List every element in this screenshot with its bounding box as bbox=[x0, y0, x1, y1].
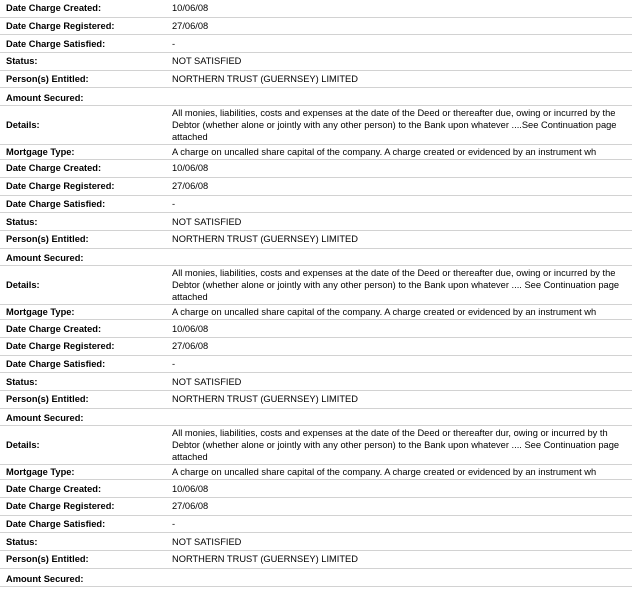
charge-1-mortgage-type-row bbox=[0, 145, 632, 160]
mortgage-type-value: A charge on uncalled share capital of the company. A charge created or evidenced by an instrument wh bbox=[168, 305, 632, 320]
amount-secured-label: Amount Secured: bbox=[0, 248, 168, 266]
amount-secured-value bbox=[168, 88, 632, 106]
charge-3-date-created-row bbox=[0, 320, 632, 338]
date-registered-label: Date Charge Registered: bbox=[0, 177, 168, 195]
amount-secured-label: Amount Secured: bbox=[0, 88, 168, 106]
date-satisfied-label: Date Charge Satisfied: bbox=[0, 195, 168, 213]
date-created-label: Date Charge Created: bbox=[0, 480, 168, 498]
mortgage-type-label: Mortgage Type: bbox=[0, 305, 168, 320]
persons-entitled-value: NORTHERN TRUST (GUERNSEY) LIMITED bbox=[168, 391, 632, 409]
date-satisfied-value: - bbox=[168, 195, 632, 213]
status-label: Status: bbox=[0, 533, 168, 551]
amount-secured-value bbox=[168, 408, 632, 426]
charge-3-date-satisfied-row bbox=[0, 355, 632, 373]
date-satisfied-label: Date Charge Satisfied: bbox=[0, 355, 168, 373]
charge-1-status-row bbox=[0, 53, 632, 71]
date-satisfied-label: Date Charge Satisfied: bbox=[0, 515, 168, 533]
status-label: Status: bbox=[0, 373, 168, 391]
date-satisfied-value: - bbox=[168, 35, 632, 53]
charge-2-amount-secured-row bbox=[0, 248, 632, 266]
charge-3-amount-secured-row bbox=[0, 408, 632, 426]
mortgage-type-value: A charge on uncalled share capital of the company. A charge created or evidenced by an instrument wh bbox=[168, 145, 632, 160]
date-registered-label: Date Charge Registered: bbox=[0, 337, 168, 355]
charge-3-status-row bbox=[0, 373, 632, 391]
persons-entitled-value: NORTHERN TRUST (GUERNSEY) LIMITED bbox=[168, 70, 632, 88]
status-value: NOT SATISFIED bbox=[168, 533, 632, 551]
charge-1-details-row bbox=[0, 106, 632, 145]
persons-entitled-label: Person(s) Entitled: bbox=[0, 391, 168, 409]
date-registered-label: Date Charge Registered: bbox=[0, 498, 168, 516]
date-created-value: 10/06/08 bbox=[168, 0, 632, 17]
details-label: Details: bbox=[0, 106, 168, 145]
status-value: NOT SATISFIED bbox=[168, 373, 632, 391]
status-value: NOT SATISFIED bbox=[168, 53, 632, 71]
details-label: Details: bbox=[0, 426, 168, 465]
charge-2-status-row bbox=[0, 213, 632, 231]
mortgage-type-label: Mortgage Type: bbox=[0, 465, 168, 480]
date-registered-value: 27/06/08 bbox=[168, 177, 632, 195]
charge-2-details-row bbox=[0, 266, 632, 305]
charge-2-date-created-row bbox=[0, 160, 632, 178]
date-satisfied-value: - bbox=[168, 515, 632, 533]
charge-3-mortgage-type-row bbox=[0, 465, 632, 480]
persons-entitled-label: Person(s) Entitled: bbox=[0, 551, 168, 569]
amount-secured-label: Amount Secured: bbox=[0, 568, 168, 586]
date-created-value: 10/06/08 bbox=[168, 320, 632, 338]
charge-4-date-satisfied-row bbox=[0, 515, 632, 533]
charge-3-persons-entitled-row bbox=[0, 391, 632, 409]
charge-2-persons-entitled-row bbox=[0, 230, 632, 248]
mortgage-type-value: A charge on uncalled share capital of the company. A charge created or evidenced by an instrument wh bbox=[168, 465, 632, 480]
persons-entitled-label: Person(s) Entitled: bbox=[0, 70, 168, 88]
charge-3-date-registered-row bbox=[0, 337, 632, 355]
status-label: Status: bbox=[0, 53, 168, 71]
date-created-label: Date Charge Created: bbox=[0, 320, 168, 338]
charge-4-date-created-row bbox=[0, 480, 632, 498]
amount-secured-value bbox=[168, 248, 632, 266]
date-created-value: 10/06/08 bbox=[168, 480, 632, 498]
date-registered-value: 27/06/08 bbox=[168, 337, 632, 355]
charge-4-amount-secured-row bbox=[0, 568, 632, 586]
details-value: All monies, liabilities, costs and expenses at the date of the Deed or thereafter due, owing or incurred by the Debtor (whether alone or jointly with any other person) to the Bank upon whatever ....See Continuation page attached bbox=[168, 106, 632, 145]
amount-secured-label: Amount Secured: bbox=[0, 408, 168, 426]
date-satisfied-value: - bbox=[168, 355, 632, 373]
charge-4-persons-entitled-row bbox=[0, 551, 632, 569]
charge-1-date-satisfied-row bbox=[0, 35, 632, 53]
charge-4-date-registered-row bbox=[0, 498, 632, 516]
status-label: Status: bbox=[0, 213, 168, 231]
persons-entitled-value: NORTHERN TRUST (GUERNSEY) LIMITED bbox=[168, 551, 632, 569]
date-registered-value: 27/06/08 bbox=[168, 498, 632, 516]
charge-4-status-row bbox=[0, 533, 632, 551]
date-created-label: Date Charge Created: bbox=[0, 0, 168, 17]
details-label: Details: bbox=[0, 266, 168, 305]
charge-1-persons-entitled-row bbox=[0, 70, 632, 88]
charge-2-date-registered-row bbox=[0, 177, 632, 195]
date-satisfied-label: Date Charge Satisfied: bbox=[0, 35, 168, 53]
charge-1-amount-secured-row bbox=[0, 88, 632, 106]
status-value: NOT SATISFIED bbox=[168, 213, 632, 231]
charge-1-date-created-row bbox=[0, 0, 632, 17]
charge-3-details-row bbox=[0, 426, 632, 465]
charge-2-date-satisfied-row bbox=[0, 195, 632, 213]
amount-secured-value bbox=[168, 568, 632, 586]
details-value: All monies, liabilities, costs and expenses at the date of the Deed or thereafter dur, owing or incurred by th Debtor (whether alone or jointly with any other person) to the Bank upon whatever .... See Continuation page attached bbox=[168, 426, 632, 465]
persons-entitled-label: Person(s) Entitled: bbox=[0, 230, 168, 248]
details-value: All monies, liabilities, costs and expenses at the date of the Deed or thereafter due, owing or incurred by the Debtor (whether alone or jointly with any other person) to the Bank upon whatever .... See Continuation page attached bbox=[168, 266, 632, 305]
charge-1-date-registered-row bbox=[0, 17, 632, 35]
persons-entitled-value: NORTHERN TRUST (GUERNSEY) LIMITED bbox=[168, 230, 632, 248]
date-registered-value: 27/06/08 bbox=[168, 17, 632, 35]
mortgage-type-label: Mortgage Type: bbox=[0, 145, 168, 160]
date-created-label: Date Charge Created: bbox=[0, 160, 168, 178]
date-registered-label: Date Charge Registered: bbox=[0, 17, 168, 35]
date-created-value: 10/06/08 bbox=[168, 160, 632, 178]
charge-2-mortgage-type-row bbox=[0, 305, 632, 320]
